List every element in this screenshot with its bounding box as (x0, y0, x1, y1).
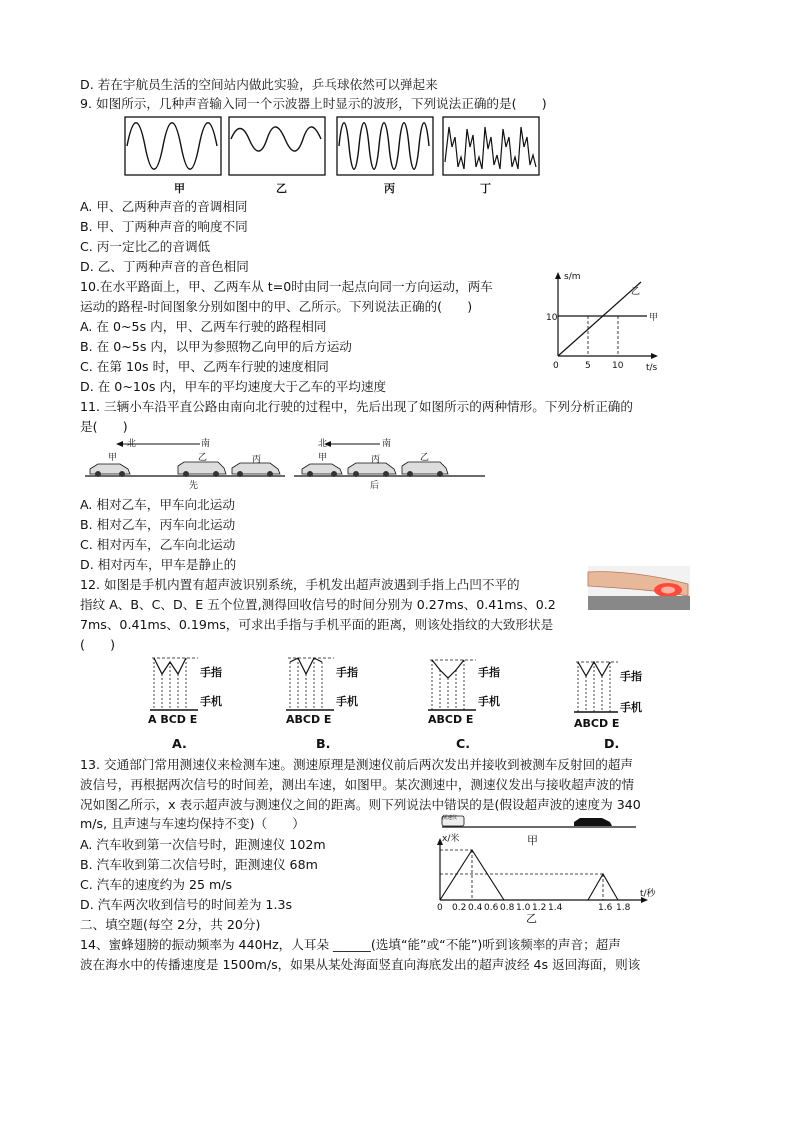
q11-option-d: D. 相对丙车，甲车是静止的 (80, 557, 237, 572)
q13-label-yi: 乙 (526, 912, 537, 925)
q13-figure-jia (440, 812, 640, 834)
q12-a-finger: 手指 (200, 666, 222, 679)
q11-label-yi-left: 乙 (198, 453, 208, 463)
q10-label-jia: 甲 (649, 313, 659, 323)
q12-stem-4: ( ) (80, 637, 116, 652)
q13-stem-4: m/s, 且声速与车速均保持不变)（ ） (80, 816, 305, 831)
q12-d-phone: 手机 (620, 701, 642, 714)
q13-tick-1: 0.2 (452, 903, 467, 913)
q10-ylabel: s/m (564, 272, 581, 282)
car-icon (574, 818, 612, 826)
q8-option-d: D. 若在宇航员生活的空间站内做此实验，乒乓球依然可以弹起来 (80, 77, 438, 92)
wave-bing (339, 123, 429, 170)
q9-label-jia: 甲 (174, 182, 185, 195)
q11-option-b: B. 相对乙车，丙车向北运动 (80, 517, 236, 532)
q11-label-before: 先 (189, 481, 199, 491)
wave-yi (231, 127, 321, 151)
q11-stem-2: 是( ) (80, 419, 128, 434)
q11-label-bing-right: 丙 (371, 455, 381, 465)
q11-south-right: 南 (382, 439, 392, 449)
wave-jia (127, 123, 217, 170)
q13-stem-3: 况如图乙所示，x 表示超声波与测速仪之间的距离。则下列说法中错误的是(假设超声波的速度为 340 (80, 797, 641, 812)
q12-figure-b (286, 658, 334, 710)
q10-x5: 5 (585, 361, 591, 371)
q9-option-c: C. 丙一定比乙的音调低 (80, 239, 211, 254)
q11-option-c: C. 相对丙车，乙车向北运动 (80, 537, 236, 552)
q12-b-phone: 手机 (336, 695, 358, 708)
wave-ding (445, 127, 536, 169)
q13-xlabel: t/秒 (640, 889, 656, 899)
q13-option-c: C. 汽车的速度约为 25 m/s (80, 877, 233, 892)
q13-tick-7: 1.4 (548, 903, 563, 913)
q11-north-left: 北 (127, 439, 137, 449)
q12-d-finger: 手指 (620, 670, 642, 683)
q12-choice-a: A. (172, 736, 187, 751)
q13-tick-0: 0 (437, 903, 443, 913)
q12-finger-photo (588, 566, 690, 610)
q10-stem-1: 10.在水平路面上，甲、乙两车从 t=0时由同一起点向同一方向运动，两车 (80, 279, 493, 294)
q9-option-b: B. 甲、丁两种声音的响度不同 (80, 219, 248, 234)
q14-line-2: 波在海水中的传播速度是 1500m/s，如果从某处海面竖直向海底发出的超声波经 4s 返回海面，则该 (80, 957, 641, 972)
q12-c-finger: 手指 (478, 666, 500, 679)
q13-tick-8: 1.6 (598, 903, 613, 913)
q9-label-ding: 丁 (480, 182, 491, 195)
q12-choice-d: D. (604, 736, 620, 751)
q12-stem-3: 7ms、0.41ms、0.19ms，可求出手指与手机平面的距离，则该处指纹的大致形状是 (80, 617, 554, 632)
q12-c-phone: 手机 (478, 695, 500, 708)
q10-stem-2: 运动的路程-时间图象分别如图中的甲、乙所示。下列说法正确的( ) (80, 299, 473, 314)
q9-label-yi: 乙 (276, 182, 287, 195)
q9-option-a: A. 甲、乙两种声音的音调相同 (80, 199, 248, 214)
q10-label-yi: 乙 (631, 287, 641, 297)
q10-xlabel: t/s (646, 363, 658, 373)
q13-tick-5: 1.0 (516, 903, 531, 913)
q10-option-c: C. 在第 10s 时，甲、乙两车行驶的速度相同 (80, 359, 329, 374)
q13-tick-6: 1.2 (532, 903, 547, 913)
q13-figure-yi (434, 836, 664, 904)
q13-option-a: A. 汽车收到第一次信号时，距测速仪 102m (80, 837, 326, 852)
q13-ylabel: x/米 (442, 834, 460, 844)
q11-label-jia-left: 甲 (108, 453, 118, 463)
q10-y10: 10 (546, 313, 558, 323)
q11-option-a: A. 相对乙车，甲车向北运动 (80, 497, 235, 512)
q9-stem: 9. 如图所示，几种声音输入同一个示波器上时显示的波形，下列说法正确的是( ) (80, 96, 547, 111)
q10-x10: 10 (612, 361, 624, 371)
q13-tick-2: 0.4 (468, 903, 483, 913)
q9-waveform-figure (125, 117, 540, 179)
q12-choice-b: B. (316, 736, 331, 751)
q12-a-points: A BCD E (148, 713, 198, 726)
q13-stem-2: 波信号，再根据两次信号的时间差，测出车速，如图甲。某次测速中，测速仪发出与接收超声波的情 (80, 777, 635, 792)
q10-line-yi (558, 282, 641, 356)
q9-label-bing: 丙 (384, 182, 395, 195)
section-2-title: 二、填空题(每空 2分，共 20分) (80, 917, 261, 932)
q11-label-jia-right: 甲 (318, 453, 328, 463)
q13-label-jia: 甲 (527, 834, 538, 847)
q13-option-b: B. 汽车收到第二次信号时，距测速仪 68m (80, 857, 318, 872)
q10-option-d: D. 在 0~10s 内，甲车的平均速度大于乙车的平均速度 (80, 379, 387, 394)
q10-option-a: A. 在 0~5s 内，甲、乙两车行驶的路程相同 (80, 319, 327, 334)
q10-option-b: B. 在 0~5s 内，以甲为参照物乙向甲的后方运动 (80, 339, 352, 354)
q9-option-d: D. 乙、丁两种声音的音色相同 (80, 259, 249, 274)
q12-b-points: ABCD E (286, 713, 332, 726)
q12-choice-c: C. (456, 736, 471, 751)
q11-stem-1: 11. 三辆小车沿平直公路由南向北行驶的过程中，先后出现了如图所示的两种情形。下列分析正确的 (80, 399, 633, 414)
q12-stem-2: 指纹 A、B、C、D、E 五个位置,测得回收信号的时间分别为 0.27ms、0.41ms、0.2 (80, 597, 556, 612)
q10-origin: 0 (553, 361, 559, 371)
q12-c-points: ABCD E (428, 713, 474, 726)
q12-figure-c (428, 660, 476, 710)
q12-figure-a (150, 658, 198, 710)
q11-label-bing-left: 丙 (252, 455, 262, 465)
q13-tick-9: 1.8 (616, 903, 631, 913)
q11-label-after: 后 (370, 481, 380, 491)
q12-d-points: ABCD E (574, 717, 620, 730)
q11-north-right: 北 (318, 439, 328, 449)
wave-box-yi (229, 117, 325, 175)
q11-south-left: 南 (201, 439, 211, 449)
q14-line-1: 14、蜜蜂翅膀的振动频率为 440Hz，人耳朵 ______(选填“能”或“不能”)听到该频率的声音；超声 (80, 937, 621, 952)
q12-a-phone: 手机 (200, 695, 222, 708)
q13-stem-1: 13. 交通部门常用测速仪来检测车速。测速原理是测速仪前后两次发出并接收到被测车反射回的超声 (80, 757, 633, 772)
q13-option-d: D. 汽车两次收到信号的时间差为 1.3s (80, 897, 293, 912)
q12-stem-1: 12. 如图是手机内置有超声波识别系统，手机发出超声波遇到手指上凸凹不平的 (80, 577, 520, 592)
q13-device-label: 测速仪 (442, 815, 458, 821)
q12-figure-d (574, 662, 618, 712)
q13-tick-3: 0.6 (484, 903, 499, 913)
q13-tick-4: 0.8 (500, 903, 515, 913)
q11-label-yi-right: 乙 (420, 453, 430, 463)
q12-b-finger: 手指 (336, 666, 358, 679)
